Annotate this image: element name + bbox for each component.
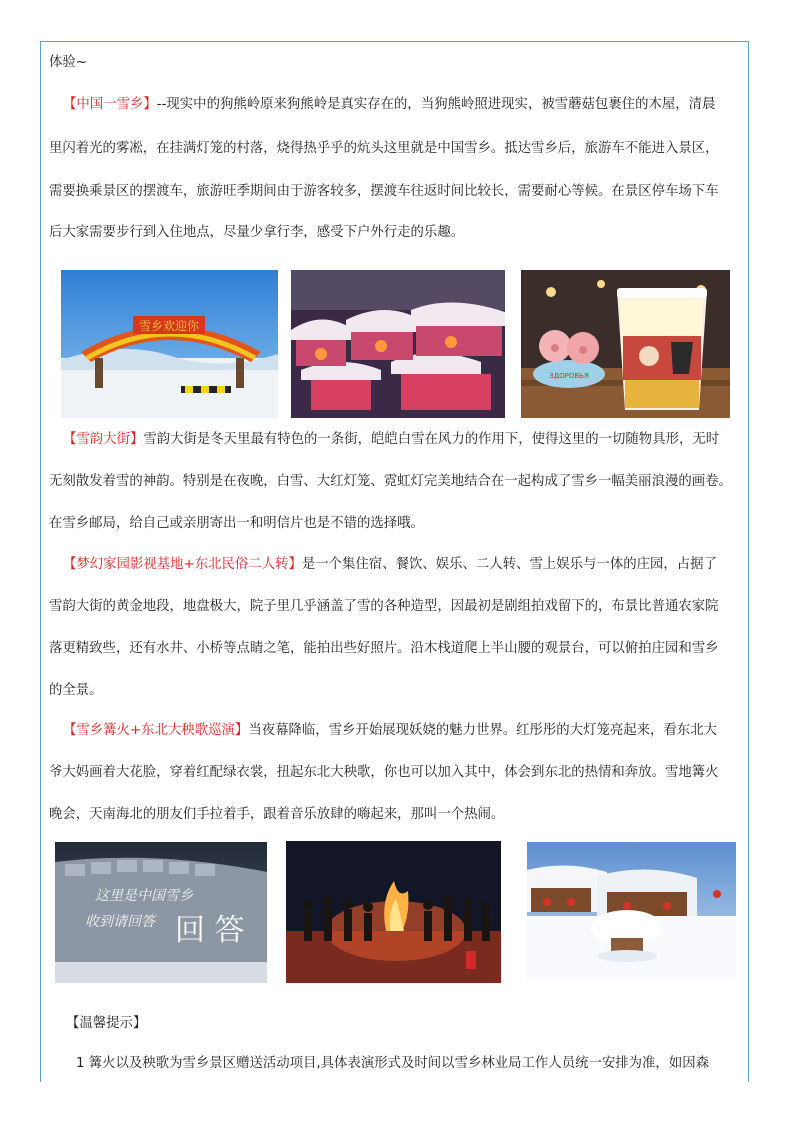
tips-title: 【温馨提示】	[66, 1016, 147, 1031]
photo-snow-wall-sign	[55, 842, 267, 983]
photo-xuexiang-gate	[61, 270, 278, 418]
wall-text-line1: 这里是中国雪乡	[95, 888, 193, 904]
paragraph-line: 后大家需要步行到入住地点，尽量少拿行李，感受下户外行走的乐趣。	[49, 225, 465, 240]
paragraph-text: 当夜幕降临，雪乡开始展现妖娆的魅力世界。红彤彤的大灯笼亮起来，看东北大	[248, 723, 717, 738]
paragraph-line: 晚会，天南海北的朋友们手拉着手，跟着音乐放肆的嗨起来，那叫一个热闹。	[49, 807, 505, 822]
photo-snow-mushroom-village	[527, 842, 736, 979]
paragraph-text: 雪韵大街是冬天里最有特色的一条街，皑皑白雪在风力的作用下，使得这里的一切随物具形，无时	[143, 432, 720, 447]
section-heading: 【雪韵大街】	[63, 432, 144, 447]
intro-tail: 体验~	[49, 55, 88, 70]
paragraph-line: 里闪着光的雾凇，在挂满灯笼的村落，烧得热乎乎的炕头这里就是中国雪乡。抵达雪乡后，旅游车不能进入景区，	[49, 141, 719, 156]
cup-label: ЗДОРОВЬЯ	[549, 372, 589, 380]
tips-item-1: 1 篝火以及秧歌为雪乡景区赠送活动项目,具体表演形式及时间以雪乡林业局工作人员统一安排为准，如因森	[76, 1056, 709, 1071]
paragraph-line: 雪韵大街的黄金地段，地盘极大，院子里几乎涵盖了雪的各种造型，因最初是剧组拍戏留下的，布景比普通农家院	[49, 599, 719, 614]
section-heading: 【梦幻家园影视基地+东北民俗二人转】	[63, 557, 302, 572]
photo-pig-figurine-drink	[521, 270, 730, 418]
photo-bonfire-dance	[286, 841, 501, 983]
paragraph-text: --现实中的狗熊岭原来狗熊岭是真实存在的，当狗熊岭照进现实，被雪蘑菇包裹住的木屋，清晨	[156, 97, 716, 112]
section-xueyun-first-line	[63, 431, 719, 449]
wall-text-line2: 收到请回答	[85, 914, 155, 930]
gate-sign-text: 雪乡欢迎你	[138, 319, 200, 333]
paragraph-line: 的全景。	[49, 683, 103, 698]
paragraph-line: 在雪乡邮局，给自己或亲朋寄出一和明信片也是不错的选择哦。	[49, 516, 424, 531]
photo-snow-village-night	[291, 270, 505, 418]
section-menghuan-first-line	[63, 556, 717, 574]
paragraph-text: 是一个集住宿、餐饮、娱乐、二人转、雪上娱乐与一体的庄园，占据了	[301, 557, 717, 572]
paragraph-line: 落更精致些，还有水井、小桥等点睛之笔，能拍出些好照片。沿木栈道爬上半山腰的观景台，可以俯拍庄园和雪乡	[49, 641, 719, 656]
section-gouhuo-first-line	[63, 722, 717, 740]
section-heading: 【中国一雪乡】	[63, 97, 157, 112]
paragraph-line: 需要换乘景区的摆渡车，旅游旺季期间由于游客较多，摆渡车往返时间比较长，需要耐心等候。在景区停车场下车	[49, 184, 719, 199]
section-heading: 【雪乡篝火+东北大秧歌巡演】	[63, 723, 249, 738]
paragraph-line: 爷大妈画着大花脸，穿着红配绿衣裳，扭起东北大秧歌，你也可以加入其中，体会到东北的热情和奔放。雪地篝火	[49, 765, 719, 780]
wall-text-big: 回 答	[175, 913, 245, 948]
section-xuexiang-first-line	[63, 96, 715, 114]
paragraph-line: 无刻散发着雪的神韵。特别是在夜晚，白雪、大红灯笼、霓虹灯完美地结合在一起构成了雪乡一幅美丽浪漫的画卷。	[49, 474, 732, 489]
